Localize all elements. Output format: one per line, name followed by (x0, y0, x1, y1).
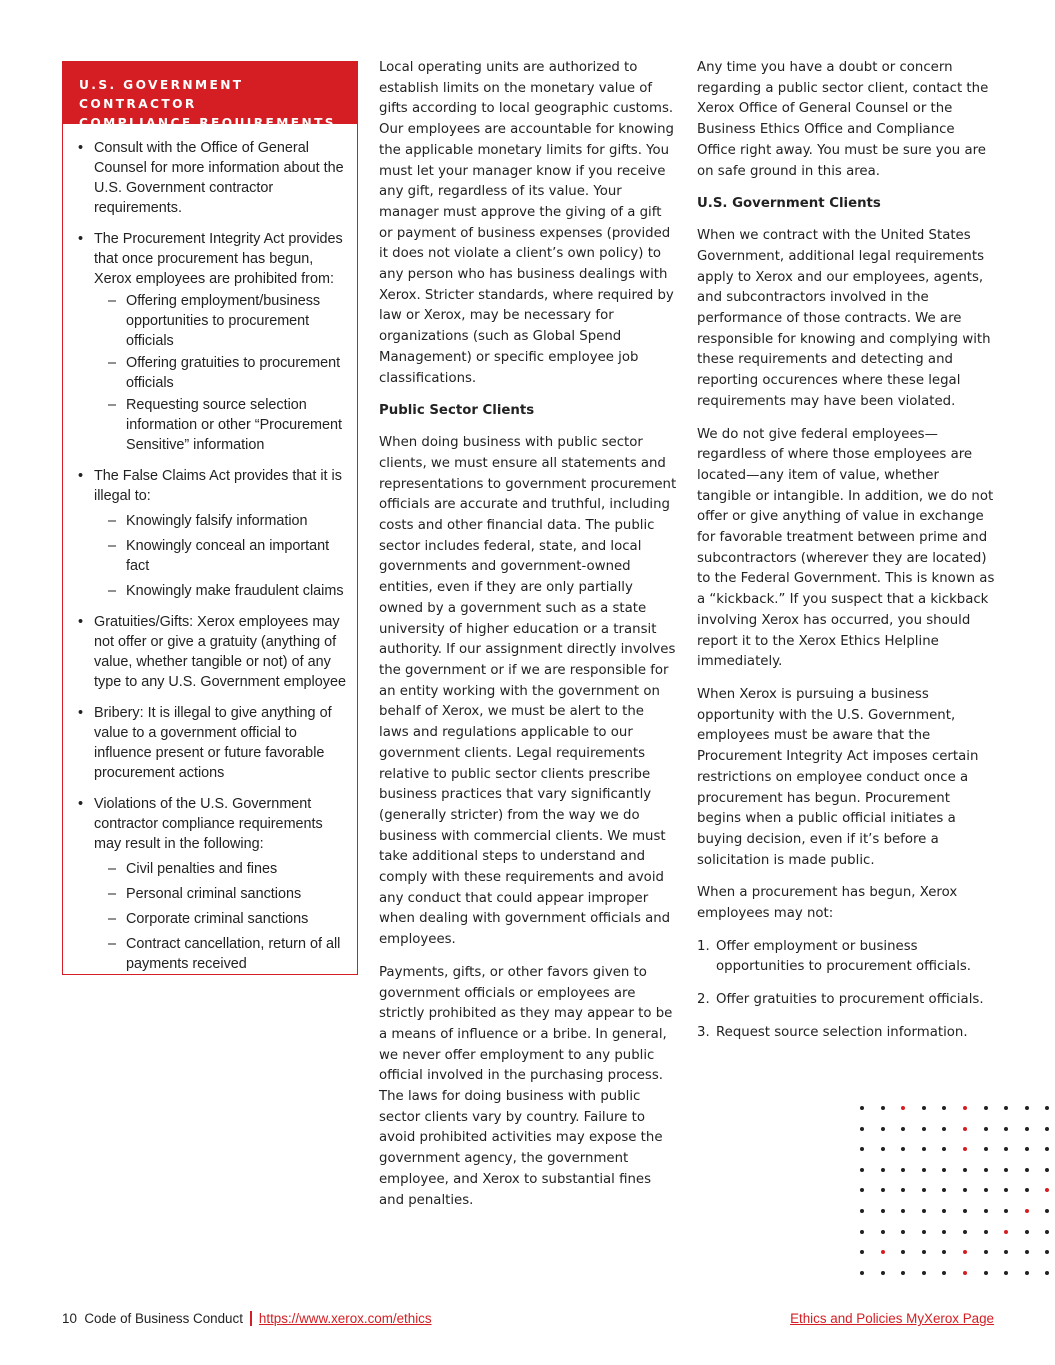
decorative-dot (984, 1188, 988, 1192)
decorative-dot (922, 1250, 926, 1254)
decorative-dot (1004, 1147, 1008, 1151)
decorative-dot (1045, 1209, 1049, 1213)
sub-item (94, 884, 349, 904)
sub-item (94, 536, 349, 576)
dash-icon: – (108, 936, 117, 952)
decorative-dot (1004, 1188, 1008, 1192)
decorative-dot (984, 1209, 988, 1213)
decorative-dot (860, 1188, 864, 1192)
decorative-dot (922, 1271, 926, 1275)
sub-item (94, 909, 349, 929)
decorative-dot (1004, 1106, 1008, 1110)
decorative-dot (881, 1168, 885, 1172)
decorative-dot (881, 1127, 885, 1131)
sub-item-text: Offering employment/business opportunities to procurement officials (126, 293, 321, 349)
decorative-dot (922, 1147, 926, 1151)
decorative-dot (1025, 1230, 1029, 1234)
decorative-dot (881, 1188, 885, 1192)
numbered-list-item (697, 937, 997, 978)
decorative-dot (860, 1127, 864, 1131)
decorative-dot (1025, 1106, 1029, 1110)
decorative-dot (1025, 1250, 1029, 1254)
decorative-dot (963, 1127, 967, 1131)
decorative-dot (942, 1188, 946, 1192)
decorative-dot (901, 1250, 905, 1254)
decorative-dot (1025, 1147, 1029, 1151)
bullet-text: Violations of the U.S. Government contractor compliance requirements may result in the following: (94, 796, 323, 852)
decorative-dot (942, 1230, 946, 1234)
decorative-dot (963, 1147, 967, 1151)
sub-item-text: Civil penalties and fines (126, 861, 278, 877)
dash-icon: – (108, 861, 117, 877)
list-number: 1. (697, 938, 710, 954)
decorative-dot (984, 1230, 988, 1234)
decorative-dot (984, 1127, 988, 1131)
bullet-icon: • (78, 468, 84, 484)
decorative-dot (1025, 1127, 1029, 1131)
may-not-paragraph: When a procurement has begun, Xerox employees may not: (697, 885, 958, 922)
sidebar-bullet-procurement (77, 229, 349, 455)
bullet-text: The Procurement Integrity Act provides that once procurement has begun, Xerox employees are prohibited from: (94, 231, 343, 287)
sub-item-text: Contract cancellation, return of all payments received (126, 936, 341, 972)
decorative-dot (860, 1168, 864, 1172)
decorative-dot (942, 1271, 946, 1275)
decorative-dot (1045, 1271, 1049, 1275)
sub-item (94, 353, 349, 393)
list-number: 3. (697, 1024, 710, 1040)
footer (62, 1310, 994, 1328)
sub-item-text: Corporate criminal sanctions (126, 911, 309, 927)
decorative-dot (860, 1271, 864, 1275)
decorative-dot (922, 1188, 926, 1192)
procurement-paragraph: When Xerox is pursuing a business opportunity with the U.S. Government, employees must be aware that the Procurement Integrity Act imposes certain restrictions on employee conduct once a procurement has begun. Procurement begins when a public official initiates a buying decision, even if it’s before a solicitation is made public. (697, 686, 979, 868)
decorative-dot (1025, 1188, 1029, 1192)
page-number: 10 (62, 1311, 77, 1326)
decorative-dot (963, 1209, 967, 1213)
decorative-dot (1025, 1168, 1029, 1172)
decorative-dot (942, 1147, 946, 1151)
bullet-icon: • (78, 705, 84, 721)
decorative-dot (942, 1209, 946, 1213)
kickback-paragraph: We do not give federal employees—regardless of where those employees are located—any item of value, whether tangible or intangible. In addition, we do not offer or give anything of value in exchange for favorable treatment between prime and subcontractors (wherever they are located) to the Federal Government. This is known as a “kickback.” If you suspect that a kickback involving Xerox has occurred, you should report it to the Xerox Ethics Helpline immediately. (697, 426, 995, 670)
sub-item-text: Knowingly conceal an important fact (126, 538, 330, 574)
decorative-dot (922, 1209, 926, 1213)
sub-item (94, 395, 349, 455)
footer-separator (250, 1311, 252, 1326)
sidebar-bullet-false-claims (77, 466, 349, 601)
decorative-dot (984, 1250, 988, 1254)
sub-item (94, 581, 349, 601)
decorative-dot (901, 1188, 905, 1192)
public-sector-paragraph: When doing business with public sector clients, we must ensure all statements and representations to government procurement officials are accurate and truthful, including costs and other financial data. The public sector includes federal, state, and local governments and government-owned entities, even if they are only partially owned by a government such as a state university of higher education or a transit authority. If our assignment directly involves the government or if we are responsible for an entity working with the government on behalf of Xerox, we must be alert to the laws and regulations applicable to our government clients. Legal requirements relative to public sector clients prescribe business practices that vary significantly (generally stricter) from the way we do business with commercial clients. We must take additional steps to understand and comply with these requirements and avoid any conduct that could appear improper when dealing with government officials and employees. (379, 435, 677, 948)
dash-icon: – (108, 538, 117, 554)
payments-paragraph: Payments, gifts, or other favors given to government officials or employees are strictly prohibited as they may appear to be a means of influence or a bribe. In general, we never offer employment to any public official involved in the purchasing process. The laws for doing business with public sector clients vary by country. Failure to avoid prohibited activities may expose the government agency, the government employee, and Xerox to substantial fines and penalties. (379, 964, 673, 1208)
decorative-dot (1004, 1271, 1008, 1275)
sub-item-text: Knowingly falsify information (126, 513, 308, 529)
dash-icon: – (108, 397, 117, 413)
decorative-dot (942, 1250, 946, 1254)
dash-icon: – (108, 513, 117, 529)
list-item-text: Offer employment or business opportunities to procurement officials. (716, 938, 972, 975)
decorative-dot (984, 1271, 988, 1275)
decorative-dot (1004, 1250, 1008, 1254)
bullet-text: The False Claims Act provides that it is illegal to: (94, 468, 342, 504)
decorative-dot (1045, 1106, 1049, 1110)
decorative-dot (881, 1271, 885, 1275)
decorative-dot (942, 1106, 946, 1110)
decorative-dot (984, 1147, 988, 1151)
decorative-dot (881, 1250, 885, 1254)
decorative-dot (860, 1209, 864, 1213)
decorative-dot (963, 1168, 967, 1172)
numbered-list-item (697, 1023, 997, 1044)
decorative-dot (963, 1271, 967, 1275)
sub-item (94, 934, 349, 974)
decorative-dot (922, 1230, 926, 1234)
doubt-paragraph: Any time you have a doubt or concern regarding a public sector client, contact the Xerox Office of General Counsel or the Business Ethics Office and Compliance Office right away. You must be sure you are on safe ground in this area. (697, 60, 989, 179)
us-government-paragraph: When we contract with the United States Government, additional legal requirements apply to Xerox and our employees, agents, and subcontractors involved in the performance of those contracts. We are responsible for knowing and complying with these requirements and detecting and reporting occurences where these legal requirements may have been violated. (697, 228, 991, 409)
decorative-dot (963, 1106, 967, 1110)
decorative-dot (881, 1106, 885, 1110)
bullet-icon: • (78, 796, 84, 812)
decorative-dot (922, 1168, 926, 1172)
decorative-dot (942, 1168, 946, 1172)
compliance-sidebar-box (62, 61, 358, 975)
decorative-dot (860, 1106, 864, 1110)
sidebar-title-line1: U.S. GOVERNMENT CONTRACTOR (79, 78, 244, 111)
myxerox-ethics-link[interactable]: Ethics and Policies MyXerox Page (790, 1311, 994, 1326)
decorative-dot (963, 1250, 967, 1254)
decorative-dot (1045, 1168, 1049, 1172)
decorative-dot (1004, 1230, 1008, 1234)
decorative-dot (901, 1230, 905, 1234)
bullet-text: Consult with the Office of General Counsel for more information about the U.S. Government contractor requirements. (94, 140, 344, 216)
sub-item (94, 859, 349, 879)
us-government-heading: U.S. Government Clients (697, 196, 881, 212)
dash-icon: – (108, 293, 117, 309)
decorative-dot (1004, 1127, 1008, 1131)
decorative-dot (963, 1188, 967, 1192)
decorative-dot (881, 1209, 885, 1213)
numbered-list-item (697, 990, 997, 1011)
decorative-dot (1025, 1271, 1029, 1275)
list-item-text: Request source selection information. (716, 1024, 968, 1040)
decorative-dot (1025, 1209, 1029, 1213)
column-right (697, 58, 997, 1056)
dash-icon: – (108, 583, 117, 599)
decorative-dot (901, 1209, 905, 1213)
bullet-text: Bribery: It is illegal to give anything of value to a government official to influence present or future favorable procurement actions (94, 705, 332, 781)
ethics-link[interactable]: https://www.xerox.com/ethics (258, 1311, 432, 1326)
decorative-dot (1045, 1230, 1049, 1234)
sub-item-text: Knowingly make fraudulent claims (126, 583, 344, 599)
dash-icon: – (108, 911, 117, 927)
decorative-dot (1045, 1250, 1049, 1254)
decorative-dot (860, 1147, 864, 1151)
dash-icon: – (108, 886, 117, 902)
bullet-icon: • (78, 231, 84, 247)
decorative-dot (984, 1106, 988, 1110)
sub-item-text: Offering gratuities to procurement officials (126, 355, 341, 391)
column-middle (379, 58, 677, 1223)
decorative-dot (1004, 1168, 1008, 1172)
decorative-dot (901, 1168, 905, 1172)
decorative-dot (860, 1230, 864, 1234)
decorative-dot (881, 1147, 885, 1151)
decorative-dot (901, 1127, 905, 1131)
sub-item (94, 511, 349, 531)
bullet-icon: • (78, 614, 84, 630)
decorative-dot (1045, 1147, 1049, 1151)
gift-limits-paragraph: Local operating units are authorized to establish limits on the monetary value of gifts according to local geographic customs. Our employees are accountable for knowing the applicable monetary limits for gifts. You must let your manager know if you receive any gift, regardless of its value. Your manager must approve the giving of a gift or payment of business expenses (provided it does not violate a client’s own policy) to any person who has business dealings with Xerox. Stricter standards, where required by law or Xerox, may be necessary for organizations (such as Global Spend Management) or specific employee job classifications. (379, 60, 674, 386)
sub-item (94, 291, 349, 351)
decorative-dot (901, 1147, 905, 1151)
sub-item-text: Requesting source selection information or other “Procurement Sensitive” information (126, 397, 342, 453)
sidebar-header (63, 62, 357, 130)
sidebar-bullet-gratuities (77, 612, 349, 692)
public-sector-heading: Public Sector Clients (379, 403, 535, 419)
decorative-dot (1045, 1127, 1049, 1131)
sidebar-bullet-violations (77, 794, 349, 974)
decorative-dot (963, 1230, 967, 1234)
sidebar-body (63, 124, 357, 974)
decorative-dot-grid (852, 1098, 1055, 1280)
footer-doc-title: Code of Business Conduct (84, 1311, 243, 1326)
decorative-dot (860, 1250, 864, 1254)
sidebar-bullet-bribery (77, 703, 349, 783)
list-number: 2. (697, 992, 710, 1008)
decorative-dot (881, 1230, 885, 1234)
decorative-dot (1045, 1188, 1049, 1192)
decorative-dot (942, 1127, 946, 1131)
list-item-text: Offer gratuities to procurement officials. (716, 992, 984, 1008)
decorative-dot (901, 1106, 905, 1110)
sidebar-title-line2: COMPLIANCE REQUIREMENTS (79, 116, 336, 130)
bullet-text: Gratuities/Gifts: Xerox employees may not offer or give a gratuity (anything of value, whether tangible or not) of any type to any U.S. Government employee (94, 614, 346, 690)
decorative-dot (1004, 1209, 1008, 1213)
decorative-dot (984, 1168, 988, 1172)
decorative-dot (901, 1271, 905, 1275)
dash-icon: – (108, 355, 117, 371)
decorative-dot (922, 1127, 926, 1131)
decorative-dot (922, 1106, 926, 1110)
sub-item-text: Personal criminal sanctions (126, 886, 302, 902)
sidebar-bullet-consult (77, 138, 349, 218)
bullet-icon: • (78, 140, 84, 156)
